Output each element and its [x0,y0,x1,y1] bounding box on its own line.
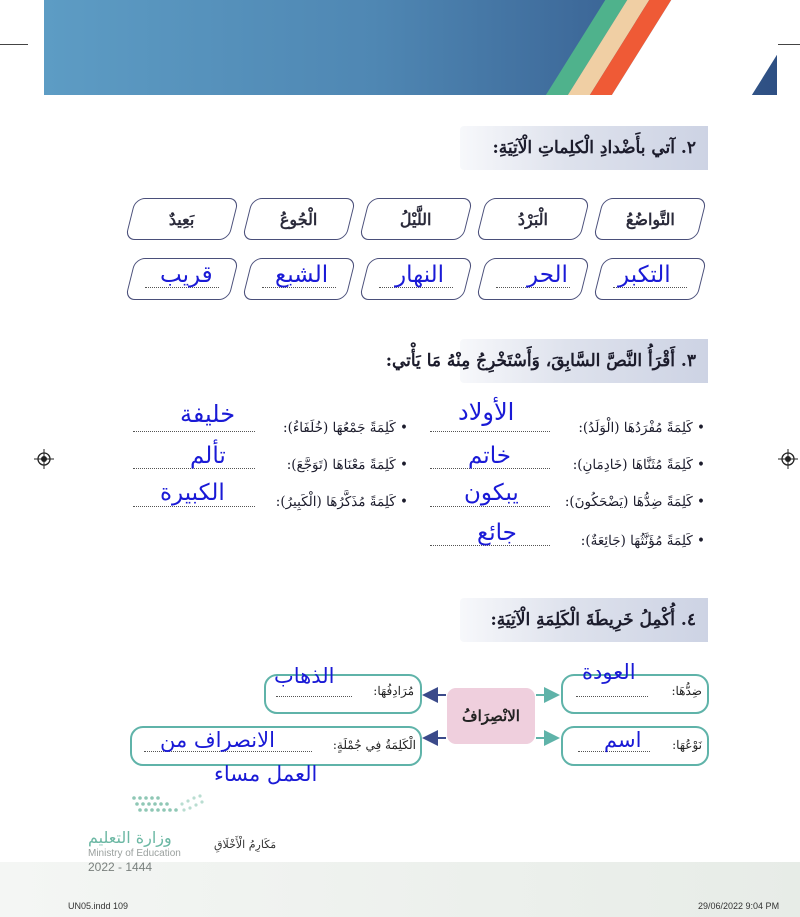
word-box: الْبَرْدُ [476,198,590,240]
handwritten-answer: خاتم [468,443,511,469]
question-text: • كَلِمَةً مُفْرَدُهَا (الْوَلَدُ): [578,420,705,436]
answer-line [276,696,352,697]
ministry-name-ar: وزارة التعليم [88,828,172,847]
registration-mark-icon [34,449,54,469]
map-center-word: الانْصِرَافُ [447,688,535,744]
handwritten-answer: قريب [160,262,213,288]
question-text: • كَلِمَةً جَمْعُهَا (خُلَفَاءُ): [283,420,408,436]
ministry-name-en: Ministry of Education [88,848,181,859]
word-box: الْجُوعُ [242,198,356,240]
handwritten-answer: الذهاب [274,664,335,688]
year-text: 2022 - 1444 [88,860,153,874]
handwritten-answer: اسم [604,728,642,752]
map-label: نَوْعُهَا: [672,738,702,752]
file-name: UN05.indd 109 [68,901,129,911]
question-text: • كَلِمَةً مُؤَنَّثُهَا (جَائِعَةٌ): [580,533,705,549]
handwritten-answer: جائع [477,520,517,546]
map-label: ضِدُّهَا: [671,684,702,698]
map-label: الْكَلِمَةُ فِي جُمْلَةٍ: [332,738,416,752]
word-box: التَّواضُعُ [593,198,707,240]
ministry-logo-icon [128,790,218,820]
word-box: بَعِيدٌ [125,198,239,240]
section-4-title: ٤. أُكْمِلُ خَرِيطَةَ الْكَلِمَةِ الْآتِيَةِ: [460,598,708,642]
header-banner [44,0,777,95]
question-text: • كَلِمَةً مُذَكَّرُهَا (الْكَبِيرُ): [275,494,408,510]
section-2-title: ٢. آتي بأَضْدادِ الْكلِماتِ الْآتِيَةِ: [460,126,708,170]
handwritten-answer: تألم [190,443,226,469]
handwritten-answer: العودة [582,660,636,684]
handwritten-answer: الانصراف من [160,728,275,752]
answer-line [430,506,550,507]
handwritten-answer: العمل مساء [214,762,318,786]
unit-title: مَكَارِمُ الْأَخْلَاقِ [214,838,277,851]
word-box: اللَّيْلُ [359,198,473,240]
registration-mark-icon [778,449,798,469]
handwritten-answer: الأولاد [458,398,515,426]
handwritten-answer: الشبع [275,262,329,288]
print-date: 29/06/2022 9:04 PM [698,901,780,911]
crop-mark [778,44,800,45]
handwritten-answer: الكبيرة [160,480,225,506]
handwritten-answer: الحر [527,262,568,288]
handwritten-answer: يبكون [464,480,519,506]
question-text: • كَلِمَةً مُثَنَّاهَا (خَادِمَانِ): [572,457,705,473]
handwritten-answer: التكبر [618,262,671,288]
answer-line [430,431,550,432]
answer-line [133,506,255,507]
section-3-title: ٣. أَقْرَأُ النَّصَّ السَّابِقَ، وَأَسْتَخْرِجُ مِنْهُ مَا يَأْتي: [460,339,708,383]
map-label: مُرَادِفُهَا: [373,684,414,698]
handwritten-answer: النهار [395,262,445,288]
answer-line [133,431,255,432]
crop-mark [0,44,28,45]
question-text: • كَلِمَةً مَعْنَاهَا (تَوَجَّعَ): [286,457,408,473]
question-text: • كَلِمَةً ضِدُّهَا (يَضْحَكُونَ): [564,494,705,510]
handwritten-answer: خليفة [180,400,236,428]
answer-line [576,696,648,697]
